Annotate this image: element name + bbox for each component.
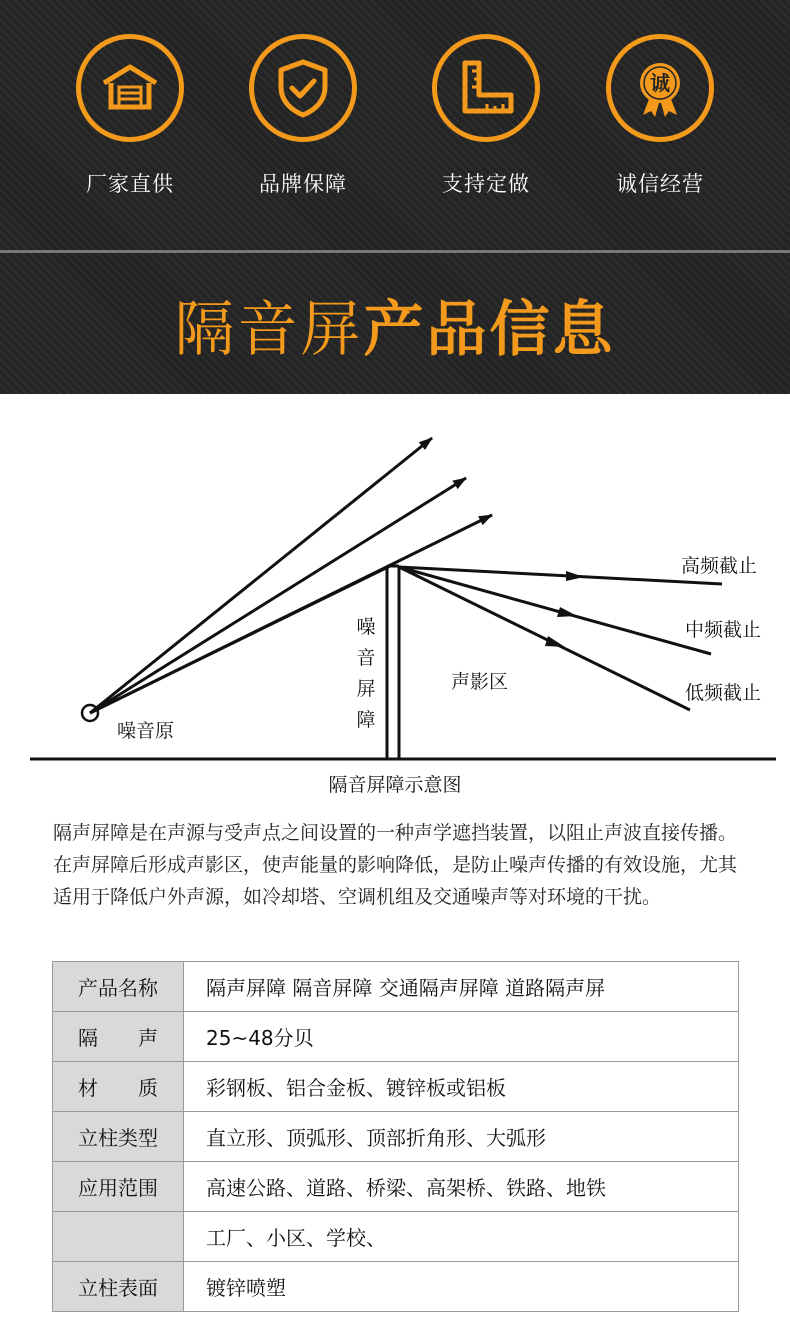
spec-value: 工厂、小区、学校、 — [184, 1212, 739, 1262]
shield-check-icon — [249, 34, 357, 142]
spec-table — [52, 961, 739, 1312]
ray-upper — [90, 438, 432, 713]
feature-factory-direct — [60, 34, 210, 214]
barrier-label-char: 障 — [356, 709, 376, 731]
low-freq-label: 低频截止 — [685, 682, 762, 704]
feature-integrity — [590, 34, 740, 214]
product-description: 隔声屏障是在声源与受声点之间设置的一种声学遮挡装置，以阻止声波直接传播。在声屏障后形成声影区，使声能量的影响降低，是防止噪声传播的有效设施，尤其适用于降低户外声源，如冷却塔、空调机组及交通噪声等对环境的干扰。 — [53, 822, 738, 908]
spec-key: 产品名称 — [53, 962, 184, 1012]
badge-text: 诚 — [650, 71, 670, 95]
feature-label: 厂家直供 — [86, 172, 174, 196]
spec-value: 镀锌喷塑 — [184, 1262, 739, 1312]
warehouse-icon — [76, 34, 184, 142]
ray-middle — [90, 478, 466, 713]
barrier-label-char: 屏 — [356, 678, 376, 700]
feature-label: 品牌保障 — [259, 172, 347, 196]
barrier-diagram — [0, 394, 790, 804]
spec-value: 彩钢板、铝合金板、镀锌板或铝板 — [184, 1062, 739, 1112]
spec-key: 立柱表面 — [53, 1262, 184, 1312]
ruler-icon — [432, 34, 540, 142]
high-freq-label: 高频截止 — [681, 555, 758, 577]
feature-custom-made — [416, 34, 566, 214]
spec-value: 隔声屏障 隔音屏障 交通隔声屏障 道路隔声屏 — [184, 962, 739, 1012]
table-row — [53, 1112, 739, 1162]
spec-value: 直立形、顶弧形、顶部折角形、大弧形 — [184, 1112, 739, 1162]
table-row — [53, 1062, 739, 1112]
honesty-badge-icon — [606, 34, 714, 142]
ray-to-barrier — [90, 566, 390, 713]
spec-key: 隔 声 — [53, 1012, 184, 1062]
diffraction-low — [399, 567, 690, 710]
barrier-label — [354, 612, 378, 736]
page-title — [0, 282, 790, 368]
diagram-caption: 隔音屏障示意图 — [328, 774, 462, 796]
shadow-zone-label: 声影区 — [451, 671, 509, 693]
mid-freq-label: 中频截止 — [685, 619, 762, 641]
spec-key: 应用范围 — [53, 1162, 184, 1212]
diffraction-mid-arrow — [557, 607, 577, 617]
feature-label: 支持定做 — [442, 172, 530, 196]
table-row — [53, 1212, 739, 1262]
spec-key — [53, 1212, 184, 1262]
source-label: 噪音原 — [117, 720, 175, 742]
table-row — [53, 962, 739, 1012]
table-row — [53, 1162, 739, 1212]
spec-value: 25~48分贝 — [184, 1012, 739, 1062]
title-part-2: 产品信息 — [363, 295, 616, 365]
barrier-label-char: 音 — [356, 647, 376, 669]
spec-key: 立柱类型 — [53, 1112, 184, 1162]
table-row — [53, 1262, 739, 1312]
table-row — [53, 1012, 739, 1062]
feature-brand-guarantee — [233, 34, 383, 214]
title-part-1: 隔音屏 — [174, 295, 364, 365]
barrier-label-char: 噪 — [356, 616, 376, 638]
header-banner — [0, 0, 790, 394]
feature-label: 诚信经营 — [616, 172, 704, 196]
header-divider — [0, 250, 790, 253]
diffraction-low-arrow — [545, 636, 565, 647]
spec-value: 高速公路、道路、桥梁、高架桥、铁路、地铁 — [184, 1162, 739, 1212]
spec-key: 材 质 — [53, 1062, 184, 1112]
